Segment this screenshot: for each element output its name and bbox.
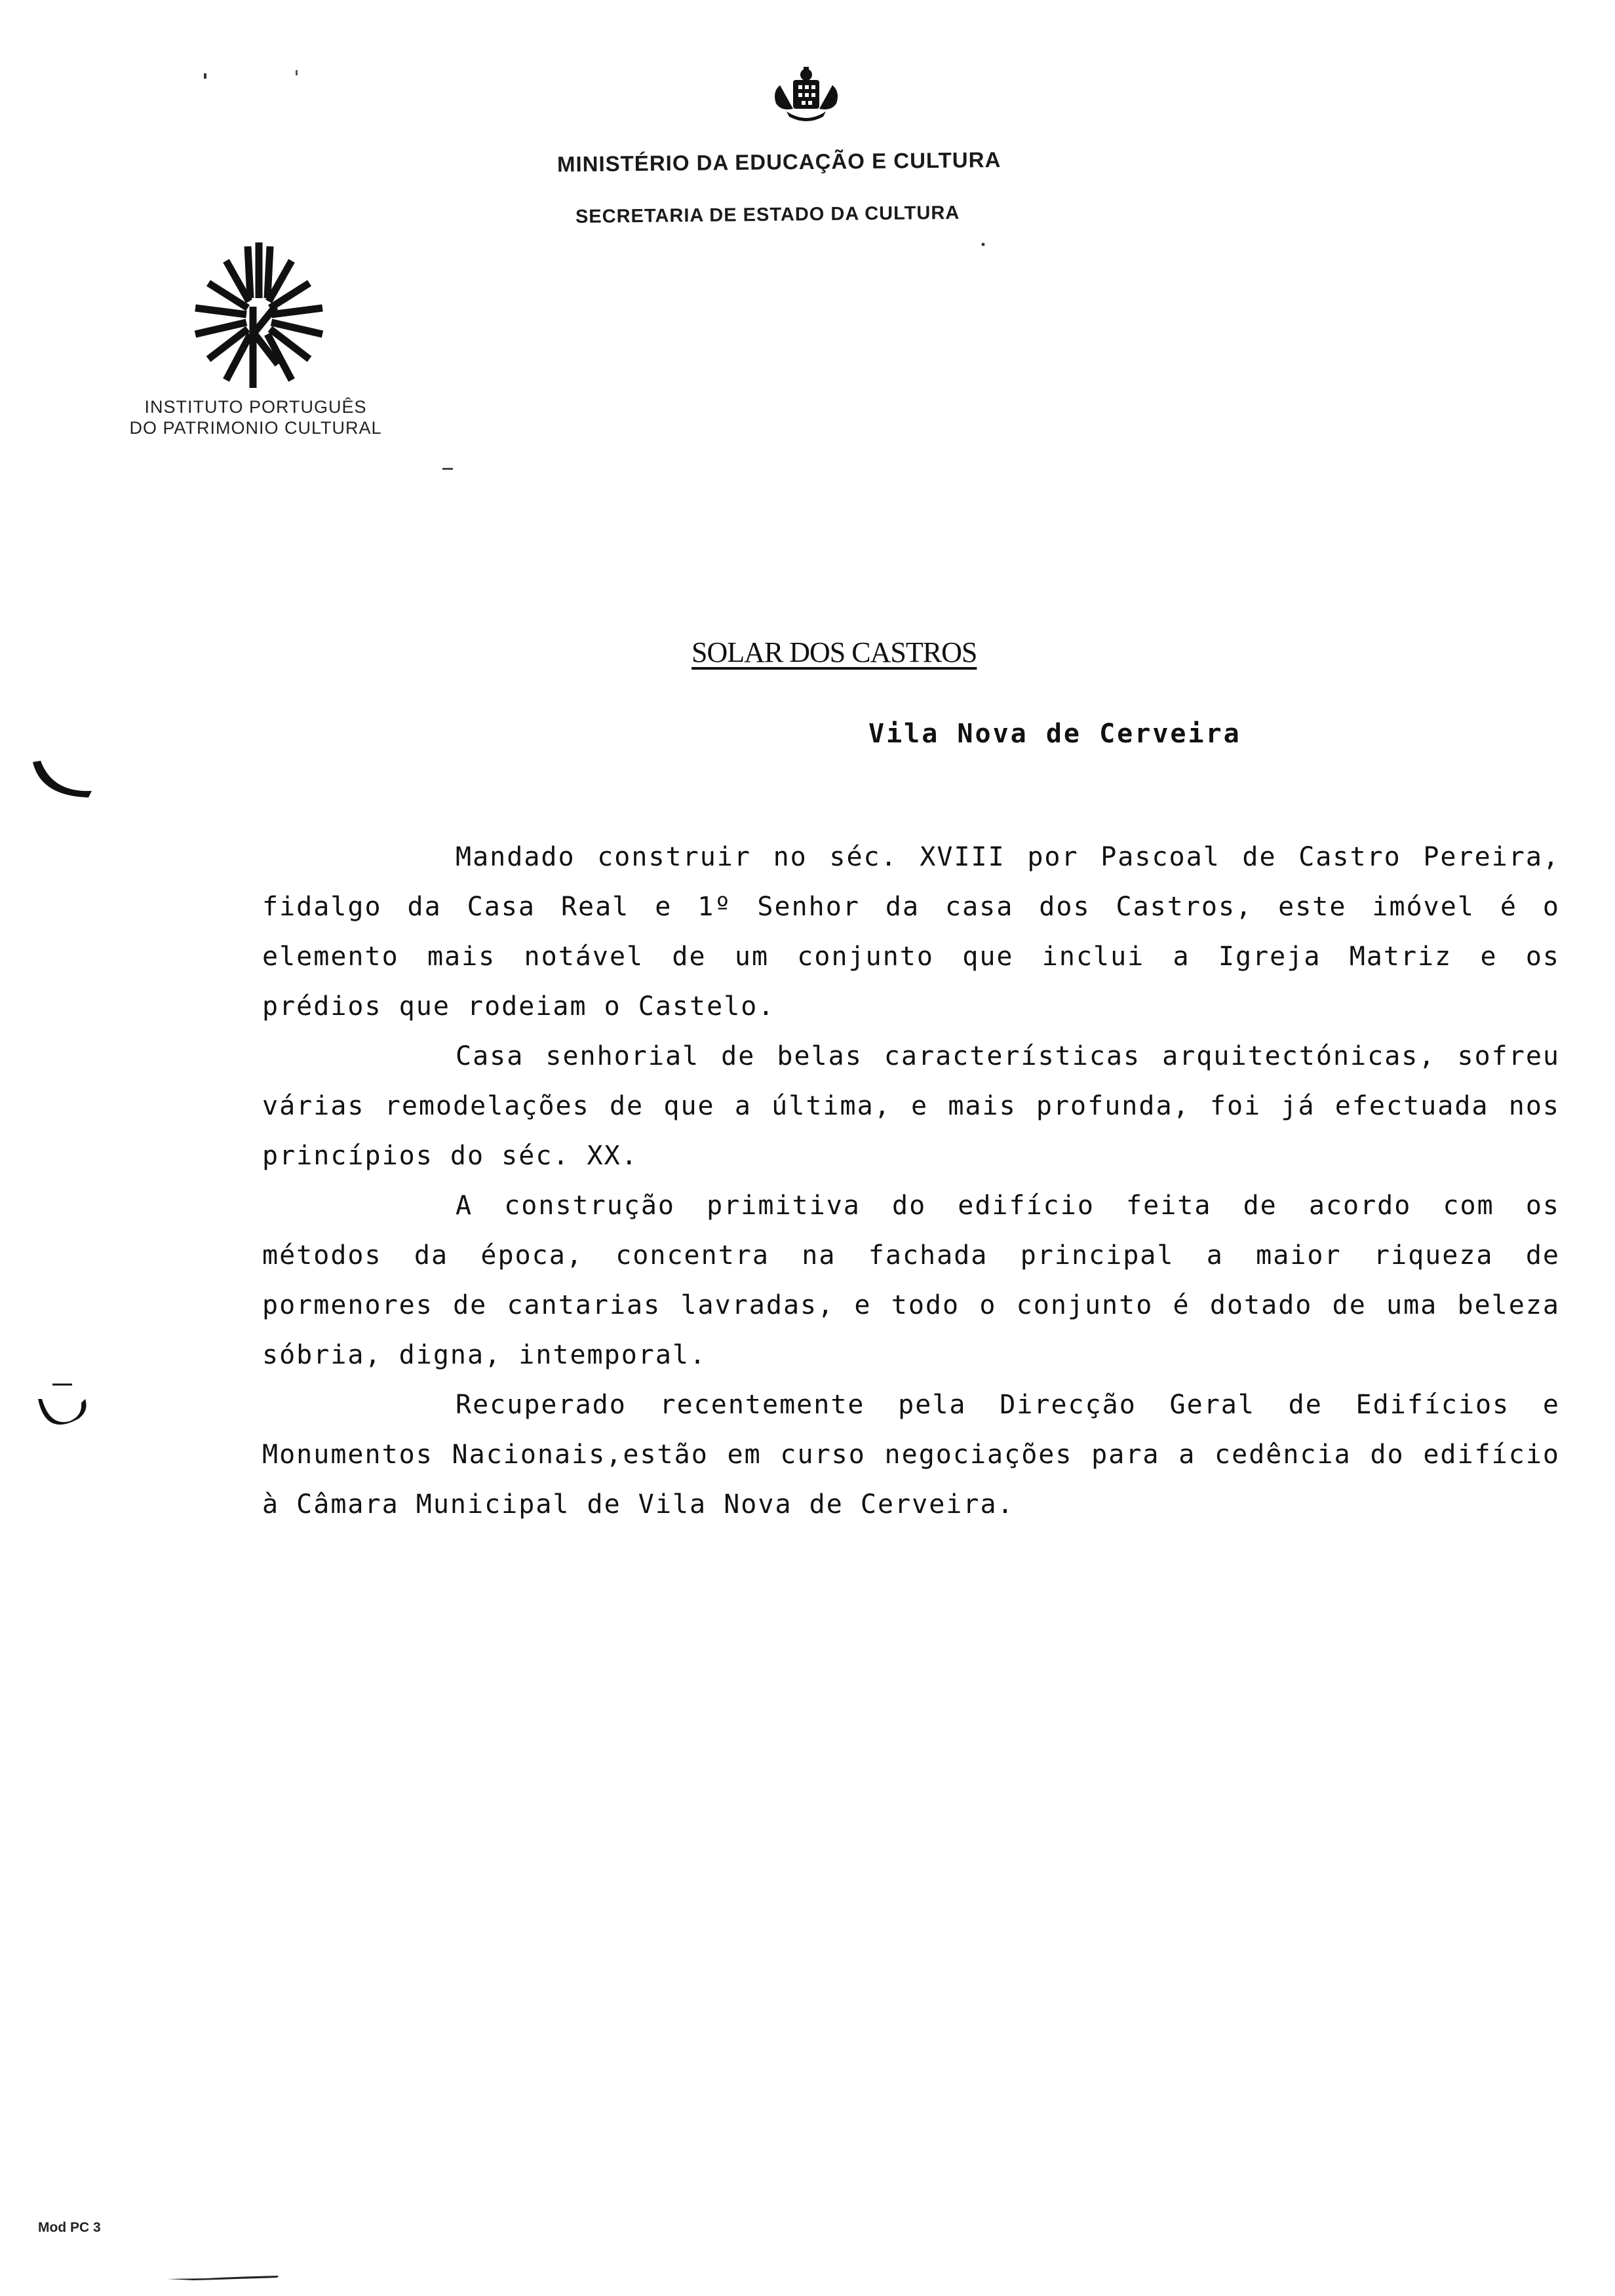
- institute-name: [111, 396, 400, 438]
- scan-dot-3: [980, 241, 986, 248]
- ministry-heading: MINISTÉRIO DA EDUCAÇÃO E CULTURA: [556, 147, 1002, 176]
- document-body: [262, 832, 1560, 1529]
- form-code: Mod PC 3: [38, 2220, 101, 2235]
- document-subtitle: Vila Nova de Cerveira: [868, 719, 1241, 749]
- ippc-logo-icon: [190, 236, 328, 393]
- scan-dash: [442, 467, 456, 470]
- scan-smudge: [167, 2274, 279, 2280]
- paragraph-1: Mandado construir no séc. XVIII por Pascoal de Castro Pereira, fidalgo da Casa Real e 1º Senhor da casa dos Castros, este imóvel é o elemento mais notável de um conjunto que inclui a Igreja Matriz e os prédios que rodeiam o Castelo.: [262, 842, 1560, 1022]
- punch-hole-mark-bottom: [26, 1379, 98, 1438]
- paragraph-4: Recuperado recentemente pela Direcção Geral de Edifícios e Monumentos Nacionais,estão em curso negociações para a cedência do edifício à Câmara Municipal de Vila Nova de Cerveira.: [262, 1390, 1560, 1520]
- coat-of-arms-icon: [767, 66, 846, 124]
- institute-name-line1: INSTITUTO PORTUGUÊS: [144, 397, 367, 417]
- document-title: SOLAR DOS CASTROS: [691, 636, 977, 668]
- punch-hole-mark-top: [26, 757, 98, 809]
- scan-dot-1: [202, 72, 208, 80]
- paragraph-3: A construção primitiva do edifício feita de acordo com os métodos da época, concentra na fachada principal a maior riqueza de pormenores de cantarias lavradas, e todo o conjunto é dotado de uma beleza sóbria, digna, intemporal.: [262, 1191, 1560, 1370]
- paragraph-2: Casa senhorial de belas características arquitectónicas, sofreu várias remodelações de que a última, e mais profunda, foi já efectuada nos princípios do séc. XX.: [262, 1041, 1560, 1171]
- scan-dot-2: [294, 69, 300, 77]
- institute-name-line2: DO PATRIMONIO CULTURAL: [129, 418, 382, 438]
- secretaria-heading: SECRETARIA DE ESTADO DA CULTURA: [575, 202, 960, 227]
